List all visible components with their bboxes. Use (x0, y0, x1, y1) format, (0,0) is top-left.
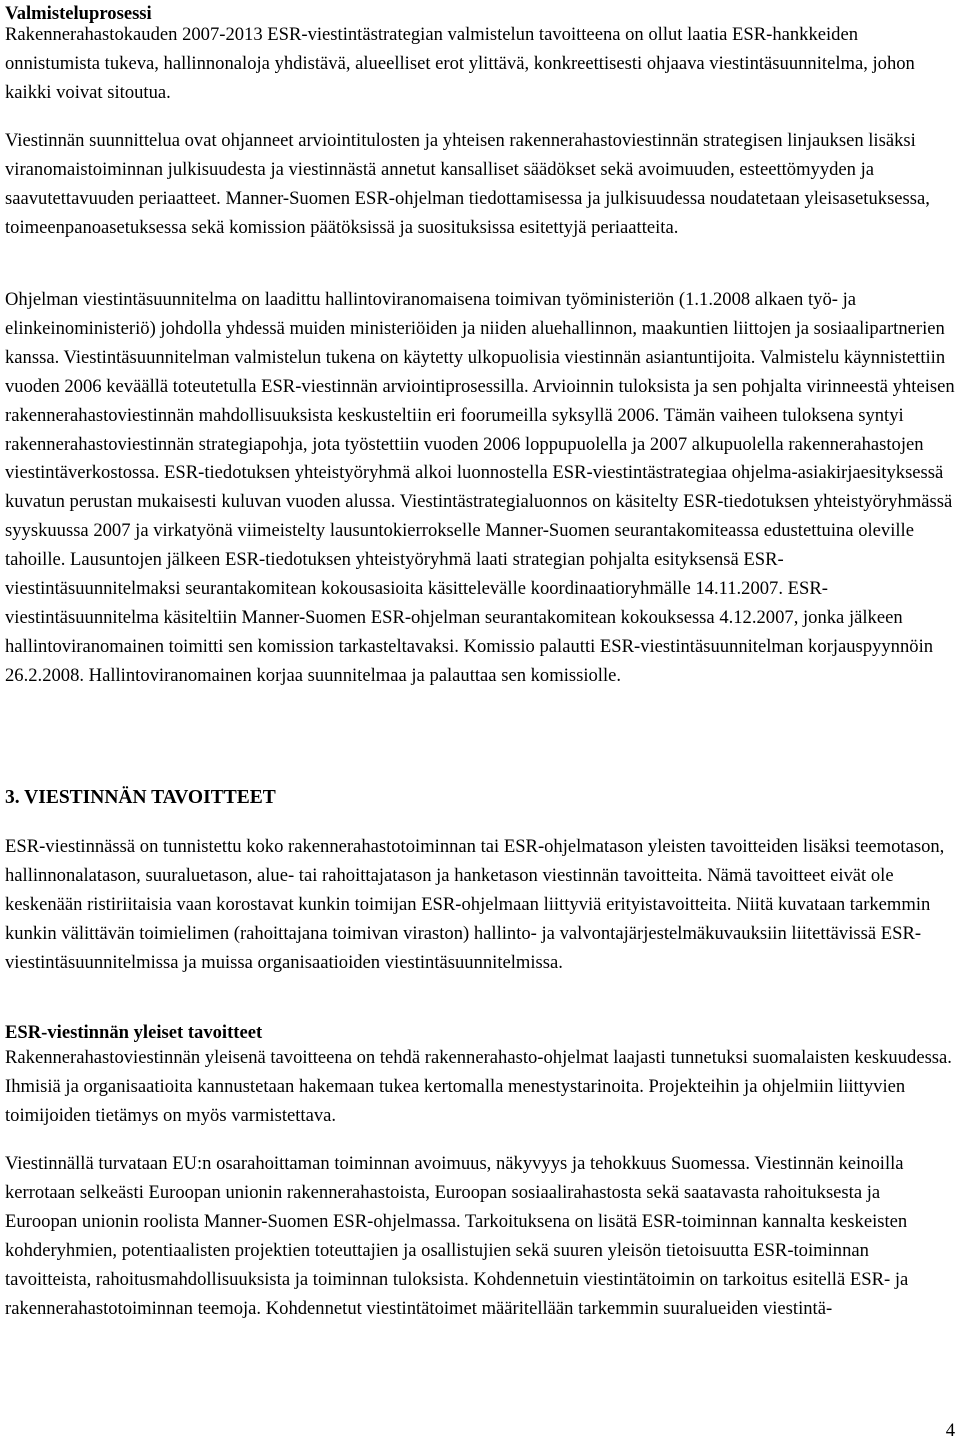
paragraph-planning-guidance: Viestinnän suunnittelua ovat ohjanneet arviointitulosten ja yhteisen rakennerahastoviestinnän strategisen linjauksen lisäksi viranomaistoiminnan julkisuudesta ja viestinnästä annetut kansalliset säädökset sekä avoimuuden, esteettömyyden ja saavutettavuuden periaatteet. Manner-Suomen ESR-ohjelman tiedottamisessa ja julkisuudessa noudatetaan yleisasetuksessa, toimeenpanoasetuksessa sekä komission päätöksissä ja suosituksissa esitettyjä periaatteita. (5, 130, 930, 238)
paragraph-plan-preparation: Ohjelman viestintäsuunnitelma on laadittu hallintoviranomaisena toimivan työministeriön (1.1.2008 alkaen työ- ja elinkeinoministeriö) johdolla yhdessä muiden ministeriöiden ja niiden aluehallinnon, maakuntien liittojen ja sosiaalipartnerien kanssa. Viestintäsuunnitelman valmistelun tukena on käytetty ulkopuolisia viestinnän asiantuntijoita. Valmistelu käynnistettiin vuoden 2006 keväällä toteutetulla ESR-viestinnän arviointiprosessilla. Arvioinnin tuloksista ja sen pohjalta virinneestä yhteisen rakennerahastoviestinnän mahdollisuuksista keskusteltiin eri foorumeilla syksyllä 2006. Tämän vaiheen tuloksena syntyi rakennerahastoviestinnän strategiapohja, jota työstettiin vuoden 2006 loppupuolella ja 2007 alkupuolella rakennerahastojen viestintäverkostossa. ESR-tiedotuksen yhteistyöryhmä alkoi luonnostella ESR-viestintästrategiaa ohjelma-asiakirjaesityksessä kuvatun perustan mukaisesti kuluvan vuoden alussa. Viestintästrategialuonnos on käsitelty ESR-tiedotuksen yhteistyöryhmässä syyskuussa 2007 ja virkatyönä viimeistelty lausuntokierrokselle Manner-Suomen seurantakomiteassa edustettuina oleville tahoille. Lausuntojen jälkeen ESR-tiedotuksen yhteistyöryhmä laati strategian pohjalta esityksensä ESR-viestintäsuunnitelmaksi seurantakomitean kokousasioita käsittelevälle koordinaatioryhmälle 14.11.2007. ESR-viestintäsuunnitelma käsiteltiin Manner-Suomen ESR-ohjelman seurantakomitean kokouksessa 4.12.2007, jonka jälkeen hallintoviranomainen toimitti sen komission tarkasteltavaksi. Komissio palautti ESR-viestintäsuunnitelman korjauspyynnöin 26.2.2008. Hallintoviranomainen korjaa suunnitelmaa ja palauttaa sen komissiolle. (5, 289, 955, 686)
paragraph-transparency-goals: Viestinnällä turvataan EU:n osarahoittaman toiminnan avoimuus, näkyvyys ja tehokkuus Suomessa. Viestinnän keinoilla kerrotaan selkeästi Euroopan unionin rakennerahastoista, Euroopan sosiaalirahastosta sekä saatavasta rahoituksesta ja Euroopan unionin roolista Manner-Suomen ESR-ohjelmassa. Tarkoituksena on lisätä ESR-toiminnan kannalta keskeisten kohderyhmien, potentiaalisten projektien toteuttajien ja osallistujien sekä suuren yleisön tietoisuutta ESR-toiminnan tavoitteista, rahoitusmahdollisuuksista ja toiminnan tuloksista. Kohdennetuin viestintätoimin on tarkoitus esitellä ESR- ja rakennerahastotoiminnan teemoja. Kohdennetut viestintätoimet määritellään tarkemmin suuralueiden viestintä- (5, 1153, 909, 1319)
page-number: 4 (945, 1420, 955, 1441)
section-heading-yleiset-tavoitteet: ESR-viestinnän yleiset tavoitteet (5, 1022, 263, 1043)
paragraph-intro: Rakennerahastokauden 2007-2013 ESR-viestintästrategian valmistelun tavoitteena on ollut laatia ESR-hankkeiden onnistumista tukeva, hallinnonaloja yhdistävä, alueelliset erot ylittävä, konkreettisesti ohjaava viestintäsuunnitelma, johon kaikki voivat sitoutua. (5, 24, 915, 103)
section-heading-valmisteluprosessi: Valmisteluprosessi (5, 3, 152, 24)
paragraph-general-goals: Rakennerahastoviestinnän yleisenä tavoitteena on tehdä rakennerahasto-ohjelmat laajasti tunnetuksi suomalaisten keskuudessa. Ihmisiä ja organisaatioita kannustetaan hakemaan tukea kertomalla menestystarinoita. Projekteihin ja ohjelmiin liittyvien toimijoiden tietämys on myös varmistettava. (5, 1047, 952, 1126)
chapter-heading-viestinnan-tavoitteet: 3. VIESTINNÄN TAVOITTEET (5, 787, 276, 808)
paragraph-goals-overview: ESR-viestinnässä on tunnistettu koko rakennerahastotoiminnan tai ESR-ohjelmatason yleisten tavoitteiden lisäksi teemotason, hallinnonalatason, suuraluetason, alue- tai rahoittajatason ja hanketason viestinnän tavoitteita. Nämä tavoitteet eivät ole keskenään ristiriitaisia vaan korostavat kunkin toimijan ESR-ohjelmaan liittyviä erityistavoitteita. Niitä kuvataan tarkemmin kunkin välittävän toimielimen (rahoittajana toimivan viraston) hallinto- ja valvontajärjestelmäkuvauksiin liitettävissä ESR-viestintäsuunnitelmissa ja muissa organisaatioiden viestintäsuunnitelmissa. (5, 836, 945, 973)
